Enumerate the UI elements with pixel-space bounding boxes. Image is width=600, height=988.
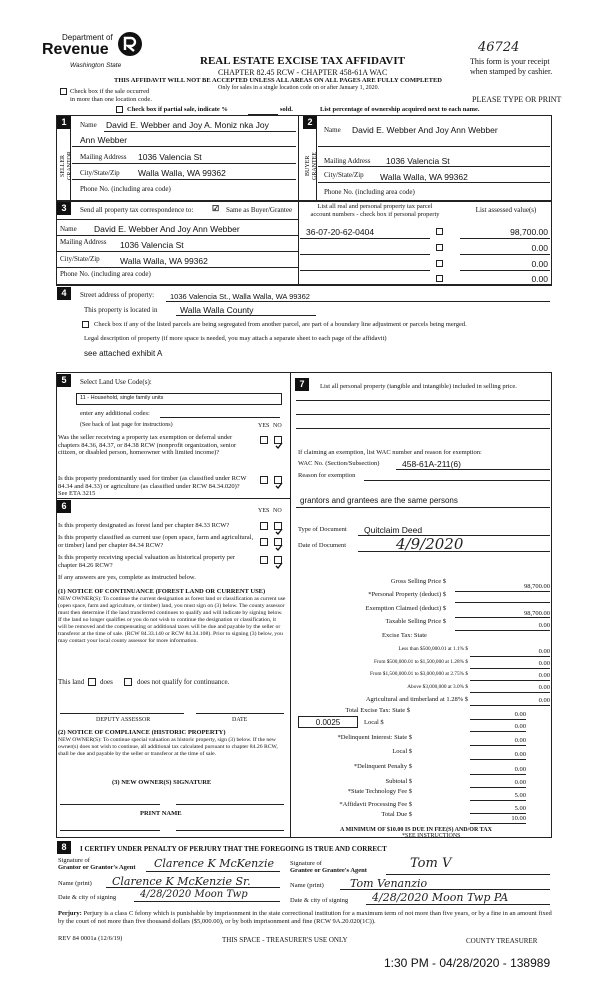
tax-row-value[interactable]: 5.00 xyxy=(514,805,526,812)
tax-row-label: From $500,000.01 to $1,500,000 at 1.28% $ xyxy=(373,659,468,665)
send-correspondence-label: Send all property tax correspondence to: xyxy=(80,206,194,214)
corr-mail-label: Mailing Address xyxy=(60,238,107,246)
notice-continuance-title: (1) NOTICE OF CONTINUANCE (FOREST LAND OR CURRENT USE) xyxy=(58,588,266,595)
corr-city-label: City/State/Zip xyxy=(60,255,100,263)
partial-sale-label: Check box if partial sale, indicate % xyxy=(127,106,228,113)
section-1-number: 1 xyxy=(57,116,71,129)
tax-row-label: Agricultural and timberland at 1.28% $ xyxy=(365,696,468,703)
grantor-sig-label2: Grantor or Grantor's Agent xyxy=(58,864,136,871)
seller-name-label: Name xyxy=(80,121,97,129)
check-icon xyxy=(275,528,283,536)
sec5-question-2: Is this property predominantly used for timber (as classified under RCW 84.34 and 84.33) or agriculture (as classified under RCW 84.34.020)? See ETA 3215 xyxy=(58,475,247,497)
grantor-sig-label1: Signature of xyxy=(58,857,90,864)
legal-description-value[interactable]: see attached exhibit A xyxy=(84,349,163,358)
buyer-mail-value[interactable]: 1036 Valencia St xyxy=(386,156,450,166)
same-as-checked-icon[interactable]: ☑ xyxy=(212,204,220,213)
grantor-date-city-label: Date & city of signing xyxy=(58,894,117,901)
tax-row-value[interactable]: 0.00 xyxy=(514,766,526,773)
check-icon xyxy=(275,482,283,490)
revision-code: REV 84 0001a (12/6/19) xyxy=(58,935,123,942)
tax-row-value[interactable]: 0.00 xyxy=(514,779,526,786)
section-8-number: 8 xyxy=(57,841,71,854)
personal-property-checkbox[interactable] xyxy=(436,228,443,235)
sec5-q2-yes-checkbox[interactable] xyxy=(260,476,268,484)
sec6-q1-yes-checkbox[interactable] xyxy=(260,522,268,530)
segregated-checkbox[interactable] xyxy=(82,321,89,328)
corr-name-label: Name xyxy=(60,225,77,233)
tax-row-label: Total Due $ xyxy=(381,811,412,818)
tax-row-value[interactable]: 98,700.00 xyxy=(524,610,550,617)
deputy-assessor-label: DEPUTY ASSESSOR xyxy=(96,717,151,723)
buyer-city-label: City/State/Zip xyxy=(324,171,364,179)
notice-continuance-body: NEW OWNER(S): To continue the current designation as forest land or classification as current use (open space, farm and agriculture, or timber) land, you must sign on (3) below. The county assessor must then determine if the land transferred continues to qualify and will indicate by signing below. If the land no longer qualifies or you do not wish to continue the designation or classification, it will be removed and the compensating or additional taxes will be due and payable by the seller or transferor at the time of sale. (RCW 84.33.140 or RCW 84.34.108). Prior to signing (3) below, you may contact your local county assessor for more information. xyxy=(58,596,286,644)
tax-row-value[interactable]: 98,700.00 xyxy=(524,583,550,590)
this-land-label: This land xyxy=(58,678,85,686)
tax-row-label: Taxable Selling Price $ xyxy=(385,618,446,625)
dept-state: Washington State xyxy=(70,62,122,69)
doc-date-label: Date of Document xyxy=(298,542,347,549)
grantee-signature[interactable]: Tom V xyxy=(410,856,452,871)
section-6-number: 6 xyxy=(57,500,71,513)
seller-grantor-label: SELLER GRANTOR xyxy=(60,151,73,181)
land-use-value: 11 - Household, single family units xyxy=(80,395,164,401)
seller-name-line2[interactable]: Ann Webber xyxy=(80,135,128,145)
grantee-name-print-label: Name (print) xyxy=(290,882,324,889)
grantor-signature[interactable]: Clarence K McKenzie xyxy=(154,857,274,870)
located-in-value[interactable]: Walla Walla County xyxy=(180,305,254,315)
section-7-number: 7 xyxy=(295,378,309,391)
personal-property-checkbox[interactable] xyxy=(436,260,443,267)
tax-row-value[interactable]: 0.00 xyxy=(538,697,550,704)
personal-property-checkbox[interactable] xyxy=(436,275,443,282)
doc-date-value[interactable]: 4/9/2020 xyxy=(396,535,464,553)
tax-row-label: From $1,500,000.01 to $3,000,000 at 2.75% $ xyxy=(370,671,468,677)
grantee-sig-label2: Grantee or Grantee's Agent xyxy=(290,867,367,874)
print-name-label: PRINT NAME xyxy=(140,810,182,817)
segregated-label: Check box if any of the listed parcels are being segregated from another parcel, are part of a boundary line adjustment or parcels being merged. xyxy=(94,321,467,328)
seller-city-value[interactable]: Walla Walla, WA 99362 xyxy=(138,168,226,178)
if-any-yes-note: If any answers are yes, complete as instructed below. xyxy=(58,574,196,581)
new-owner-signature-label: (3) NEW OWNER(S) SIGNATURE xyxy=(112,779,212,786)
buyer-phone-label: Phone No. (including area code) xyxy=(324,188,415,196)
grantor-date-city[interactable]: 4/28/2020 Moon Twp xyxy=(140,889,248,900)
perjury-note xyxy=(58,910,552,925)
buyer-name-label: Name xyxy=(324,126,341,134)
tax-row-value[interactable]: 0.00 xyxy=(538,672,550,679)
partial-sale-checkbox[interactable] xyxy=(116,106,123,113)
personal-property-label: List all personal property (tangible and intangible) included in selling price. xyxy=(320,383,517,390)
form-title: REAL ESTATE EXCISE TAX AFFIDAVIT xyxy=(200,55,405,67)
doc-type-value[interactable]: Quitclaim Deed xyxy=(364,525,423,535)
seller-mail-value[interactable]: 1036 Valencia St xyxy=(138,152,202,162)
list-percentage-note: List percentage of ownership acquired next to each name. xyxy=(320,106,480,113)
tax-row-value[interactable]: 0.00 xyxy=(538,648,550,655)
partial-sale-sold: sold. xyxy=(280,106,293,113)
tax-row-label: Subtotal $ xyxy=(385,778,412,785)
local-rate-value: 0.0025 xyxy=(315,718,341,727)
receipt-stamp: 1:30 PM - 04/28/2020 - 138989 xyxy=(384,956,551,970)
tax-row-value[interactable]: 0.00 xyxy=(514,737,526,744)
tax-row-value[interactable]: 0.00 xyxy=(514,711,526,718)
sec5-no-header: NO xyxy=(273,423,282,429)
legal-description-label: Legal description of property (if more space is needed, you may attach a separate sheet to each page of the affidavit) xyxy=(84,335,387,342)
multi-location-checkbox[interactable] xyxy=(60,88,67,95)
doc-type-label: Type of Document xyxy=(298,526,347,533)
tax-row-label: *Delinquent Penalty $ xyxy=(353,763,412,770)
street-address-value[interactable]: 1036 Valencia St., Walla Walla, WA 99362 xyxy=(170,292,310,301)
tax-row-label: Gross Selling Price $ xyxy=(390,578,446,585)
receipt-line1: This form is your receipt xyxy=(470,57,550,66)
parcel-value[interactable]: 0.00 xyxy=(531,243,548,253)
minimum-due-note: A MINIMUM OF $10.00 IS DUE IN FEE(S) AND/OR TAX xyxy=(340,827,492,833)
tax-row-label: Excise Tax: State xyxy=(382,632,427,639)
sec5-question-1: Was the seller receiving a property tax exemption or deferral under chapters 84.36, 84.37, or 84.38 RCW (nonprofit organization, senior citizen, or disabled person, homeowner with limited income)? xyxy=(58,434,237,456)
exemption-claim-label: If claiming an exemption, list WAC number and reason for exemption: xyxy=(298,449,482,456)
multi-location-label2: in more than one location code. xyxy=(70,96,152,103)
wac-label: WAC No. (Section/Subsection) xyxy=(298,460,380,467)
tax-row-label: Less than $500,000.01 at 1.1% $ xyxy=(398,646,468,652)
notice-compliance-body: NEW OWNER(S): To continue special valuation as historic property, sign (3) below. If the new owner(s) does not wish to continue, all additional tax calculated pursuant to chapter 84.26 RCW, shall be due and payable by the seller or transferor at the time of sale. xyxy=(58,737,278,757)
sec6-question-2: Is this property classified as current use (open space, farm and agricultural, or timber) land per chapter 84.34 RCW? xyxy=(58,534,254,549)
tax-row-label: *Affidavit Processing Fee $ xyxy=(339,801,412,808)
assessed-header: List assessed value(s) xyxy=(475,206,537,214)
section-3-number: 3 xyxy=(57,202,71,215)
tax-row-value[interactable]: 0.00 xyxy=(538,684,550,691)
perjury-text: Perjury is a class C felony which is punishable by imprisonment in the state correctional institution for a maximum term of not more than five years, or by a fine in an amount fixed by the court of not more than five thousand dollars ($5,000.00), or by both imprisonment and fine (RCW 9A.20.020(1C)). xyxy=(58,910,552,925)
buyer-grantee-label: BUYER GRANTEE xyxy=(305,152,318,180)
grantee-sig-label1: Signature of xyxy=(290,860,322,867)
tax-row-label: Total Excise Tax: State $ xyxy=(345,707,410,714)
reason-value[interactable]: grantors and grantees are the same persons xyxy=(300,496,458,505)
tax-row-value[interactable]: 0.00 xyxy=(514,751,526,758)
tax-row-value[interactable]: 0.00 xyxy=(514,723,526,730)
buyer-mail-label: Mailing Address xyxy=(324,157,371,165)
revenue-logo-icon xyxy=(116,30,144,58)
sec6-yes-header: YES xyxy=(258,508,270,514)
buyer-city-value[interactable]: Walla Walla, WA 99362 xyxy=(380,172,468,182)
treasurer-space: THIS SPACE - TREASURER'S USE ONLY xyxy=(222,936,348,944)
grantee-date-city-label: Date & city of signing xyxy=(290,897,349,904)
parcel-header-1: List all real and personal property tax parcel xyxy=(317,203,433,210)
section-2-number: 2 xyxy=(303,116,317,129)
same-as-buyer-label: Same as Buyer/Grantee xyxy=(226,206,293,214)
grantee-name-print[interactable]: Tom Venanzio xyxy=(350,877,428,890)
grantee-date-city[interactable]: 4/28/2020 Moon Twp PA xyxy=(372,891,509,904)
corr-phone-label: Phone No. (including area code) xyxy=(60,270,151,278)
tax-row-value[interactable]: 0.00 xyxy=(538,622,550,629)
corr-city-value[interactable]: Walla Walla, WA 99362 xyxy=(120,256,208,266)
land-use-label: Select Land Use Code(s): xyxy=(80,378,152,386)
see-back-note: (See back of last page for instructions) xyxy=(80,422,173,428)
buyer-name-value[interactable]: David E. Webber And Joy Ann Webber xyxy=(352,125,498,135)
tax-row-label: *State Technology Fee $ xyxy=(347,788,412,795)
seller-mail-label: Mailing Address xyxy=(80,153,127,161)
seller-phone-label: Phone No. (including area code) xyxy=(80,185,171,193)
parcel-value[interactable]: 0.00 xyxy=(531,274,548,284)
sec6-q2-yes-checkbox[interactable] xyxy=(260,538,268,546)
sec6-q3-no-checkbox[interactable] xyxy=(274,556,282,564)
sec6-q1-no-checkbox[interactable] xyxy=(274,522,282,530)
see-instructions-note: *SEE INSTRUCTIONS xyxy=(402,833,461,839)
county-treasurer: COUNTY TREASURER xyxy=(466,937,538,945)
sec6-no-header: NO xyxy=(273,508,282,514)
sec6-question-1: Is this property designated as forest land per chapter 84.33 RCW? xyxy=(58,522,230,529)
tax-row-value[interactable]: 10.00 xyxy=(511,815,526,822)
tax-row-label: *Delinquent Interest: State $ xyxy=(337,734,412,741)
parcel-value[interactable]: 98,700.00 xyxy=(510,227,548,237)
notice-compliance-title: (2) NOTICE OF COMPLIANCE (HISTORIC PROPERTY) xyxy=(58,729,226,736)
perjury-label: Perjury: xyxy=(58,910,82,917)
tax-row-value[interactable]: 5.00 xyxy=(514,792,526,799)
land-does-not-checkbox[interactable] xyxy=(124,678,132,686)
additional-codes-label: enter any additional codes: xyxy=(80,410,150,417)
land-does-label: does xyxy=(100,678,113,686)
parcel-header-2: account numbers - check box if personal property xyxy=(310,211,440,218)
certify-statement: I CERTIFY UNDER PENALTY OF PERJURY THAT THE FOREGOING IS TRUE AND CORRECT xyxy=(80,845,387,853)
handwritten-number: 46724 xyxy=(478,40,520,55)
check-icon xyxy=(275,544,283,552)
multi-location-label1: Check box if the sale occurred xyxy=(70,88,150,95)
tax-row-value[interactable]: 0.00 xyxy=(538,660,550,667)
seller-city-label: City/State/Zip xyxy=(80,169,120,177)
tax-row-label: Local $ xyxy=(392,748,412,755)
tax-row-label: Exemption Claimed (deduct) $ xyxy=(365,605,446,612)
tax-row-label: Local $ xyxy=(364,719,384,726)
reason-label: Reason for exemption xyxy=(298,472,356,479)
receipt-line2: when stamped by cashier. xyxy=(470,67,553,76)
land-does-checkbox[interactable] xyxy=(88,678,96,686)
grantor-name-print-label: Name (print) xyxy=(58,880,92,887)
only-for-note: Only for sales in a single location code on or after January 1, 2020. xyxy=(218,85,380,91)
sec6-q2-no-checkbox[interactable] xyxy=(274,538,282,546)
please-type: PLEASE TYPE OR PRINT xyxy=(472,95,562,104)
located-in-label: This property is located in xyxy=(84,306,158,314)
check-icon xyxy=(275,442,283,450)
parcel-account[interactable]: 36-07-20-62-0404 xyxy=(306,227,375,237)
land-does-not-label: does not qualify for continuance. xyxy=(137,678,230,686)
corr-name-value[interactable]: David E. Webber And Joy Ann Webber xyxy=(94,224,240,234)
form-chapter: CHAPTER 82.45 RCW - CHAPTER 458-61A WAC xyxy=(218,68,388,77)
personal-property-checkbox[interactable] xyxy=(436,244,443,251)
tax-row-label: *Personal Property (deduct) $ xyxy=(368,591,446,598)
sec5-q1-no-checkbox[interactable] xyxy=(274,436,282,444)
grantor-name-print[interactable]: Clarence K McKenzie Sr. xyxy=(112,875,251,888)
form-warning: THIS AFFIDAVIT WILL NOT BE ACCEPTED UNLESS ALL AREAS ON ALL PAGES ARE FULLY COMPLETED xyxy=(114,77,442,84)
check-icon xyxy=(275,562,283,570)
sec5-q2-no-checkbox[interactable] xyxy=(274,476,282,484)
section-5-number: 5 xyxy=(57,374,71,387)
street-address-label: Street address of property: xyxy=(80,291,155,299)
sec6-question-3: Is this property receiving special valuation as historical property per chapter 84.26 RCW? xyxy=(58,554,236,569)
wac-value[interactable]: 458-61A-211(6) xyxy=(402,459,461,469)
corr-mail-value[interactable]: 1036 Valencia St xyxy=(120,240,184,250)
sec5-yes-header: YES xyxy=(258,423,270,429)
dept-line1: Department of xyxy=(62,33,113,42)
parcel-value[interactable]: 0.00 xyxy=(531,259,548,269)
section-4-number: 4 xyxy=(57,287,71,300)
deputy-date-label: DATE xyxy=(232,717,248,723)
tax-row-label: Above $3,000,000 at 3.0% $ xyxy=(407,684,468,690)
dept-name: Revenue xyxy=(42,41,109,58)
seller-name-line1[interactable]: David E. Webber and Joy A. Moniz nka Joy xyxy=(106,120,269,130)
sec5-q1-yes-checkbox[interactable] xyxy=(260,436,268,444)
sec6-q3-yes-checkbox[interactable] xyxy=(260,556,268,564)
